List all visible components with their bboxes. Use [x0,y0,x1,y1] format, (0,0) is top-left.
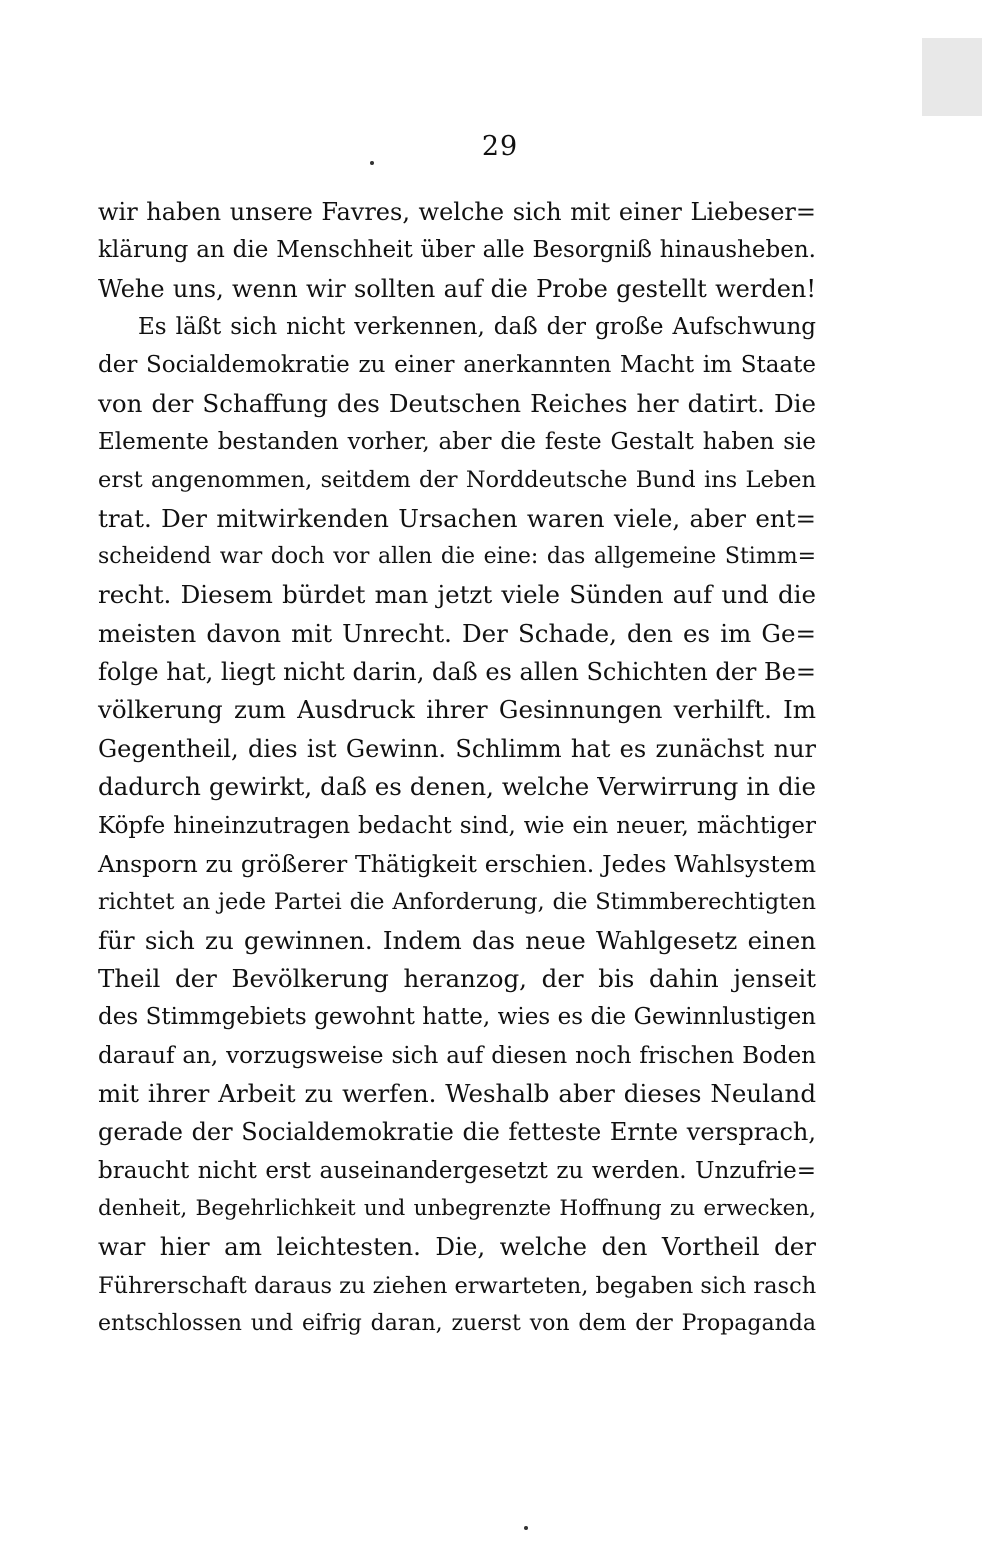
text-line: gerade der Socialdemokratie die fetteste Ernte versprach, [98,1118,816,1147]
text-line: für sich zu gewinnen. Indem das neue Wahlgesetz einen [98,925,816,955]
page-number: 29 [481,131,519,162]
text-line: des Stimmgebiets gewohnt hatte, wies es die Gewinnlustigen [98,1004,816,1031]
text-line: Ansporn zu größerer Thätigkeit erschien. Jedes Wahlsystem [98,849,816,878]
text-line: mit ihrer Arbeit zu werfen. Weshalb aber dieses Neuland [98,1078,816,1108]
text-line: Wehe uns, wenn wir sollten auf die Probe gestellt werden! [98,274,816,303]
text-line: richtet an jede Partei die Anforderung, die Stimmberechtigten [98,889,816,916]
text-line: folge hat, liegt nicht darin, daß es allen Schichten der Be= [98,658,816,687]
text-line: von der Schaffung des Deutschen Reiches her datirt. Die [98,388,816,418]
text-line: dadurch gewirkt, daß es denen, welche Verwirrung in die [98,772,816,802]
text-line: scheidend war doch vor allen die eine: das allgemeine Stimm= [98,544,816,570]
text-line: erst angenommen, seitdem der Norddeutsche Bund ins Leben [98,467,816,494]
text-line: denheit, Begehrlichkeit und unbegrenzte Hoffnung zu erwecken, [98,1195,816,1221]
text-line: Führerschaft daraus zu ziehen erwarteten, begaben sich rasch [98,1272,817,1299]
text-line: darauf an, vorzugsweise sich auf diesen noch frischen Boden [98,1042,816,1069]
text-line: völkerung zum Ausdruck ihrer Gesinnungen verhilft. Im [98,695,816,725]
text-line: Es läßt sich nicht verkennen, daß der große Aufschwung [138,314,816,341]
scan-speck [524,1526,528,1530]
scan-speck [370,161,374,165]
text-line: Elemente bestanden vorher, aber die feste Gestalt haben sie [98,429,816,456]
text-line: klärung an die Menschheit über alle Besorgniß hinausheben. [98,237,816,264]
scan-edge-mark [922,38,982,116]
text-line: der Socialdemokratie zu einer anerkannten Macht im Staate [98,352,816,379]
text-line: Köpfe hineinzutragen bedacht sind, wie ein neuer, mächtiger [98,812,816,839]
text-line: trat. Der mitwirkenden Ursachen waren viele, aber ent= [98,503,816,533]
text-line: Gegentheil, dies ist Gewinn. Schlimm hat es zunächst nur [98,734,816,763]
text-line: Theil der Bevölkerung heranzog, der bis dahin jenseit [98,963,816,993]
text-line: entschlossen und eifrig daran, zuerst von dem der Propaganda [98,1310,816,1336]
text-line: meisten davon mit Unrecht. Der Schade, den es im Ge= [98,618,816,648]
text-line: wir haben unsere Favres, welche sich mit einer Liebeser= [98,198,816,226]
body-text [98,193,816,1343]
text-line: recht. Diesem bürdet man jetzt viele Sünden auf und die [98,580,816,610]
text-line: war hier am leichtesten. Die, welche den Vortheil der [98,1232,816,1262]
text-line: braucht nicht erst auseinandergesetzt zu werden. Unzufrie= [98,1157,816,1184]
